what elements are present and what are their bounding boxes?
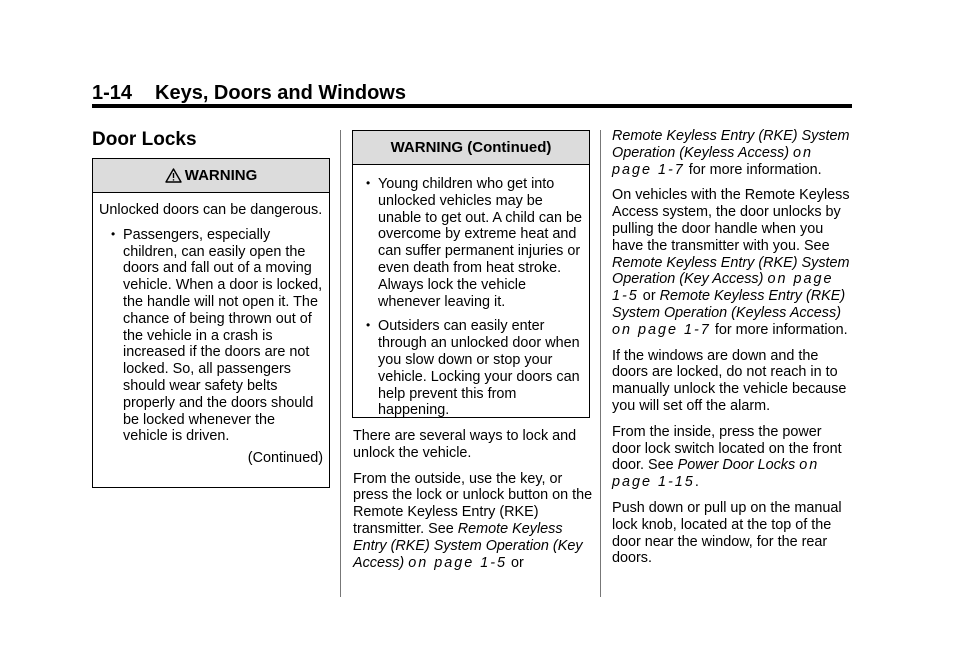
column-divider-2 [600, 130, 601, 597]
section-title: Door Locks [92, 129, 197, 150]
page-header [92, 82, 406, 105]
warning-continued-box [352, 130, 590, 418]
warning-bullet: • Passengers, especially children, can easily open the doors and fall out of a moving vehicle. When a door is locked, the handle will not open it. The chance of being thrown out of the vehicle in a crash is increased if the doors are not locked. So, all passengers should wear safety belts properly and the doors should be locked whenever the vehicle is driven. [111, 226, 323, 445]
page-reference[interactable]: on page 1-5 [408, 554, 508, 571]
column-divider-1 [340, 130, 341, 597]
paragraph: From the outside, use the key, or press the lock or unlock button on the Remote Keyless Entry (RKE) transmitter. See Remote Keyless Entry (RKE) System Operation (Key Access) on page 1-5 or [353, 470, 593, 571]
warning-box-header [93, 159, 329, 193]
warning-intro: Unlocked doors can be dangerous. [99, 202, 323, 218]
warning-continued-header: WARNING (Continued) [353, 131, 589, 165]
chapter-title: Keys, Doors and Windows [155, 82, 406, 104]
cross-reference-link[interactable]: Remote Keyless Entry (RKE) System Operation (Key Access) [353, 520, 583, 571]
page-reference[interactable]: on page 1-5 [612, 271, 834, 305]
cross-reference-link[interactable]: Remote Keyless Entry (RKE) System Operation (Keyless Access) [612, 288, 846, 321]
cross-reference-link[interactable]: Remote Keyless Entry (RKE) System Operation (Key Access) [612, 254, 850, 288]
cross-reference-link[interactable]: Power Door Locks [677, 457, 796, 474]
page-reference[interactable]: on page 1-15 [612, 457, 820, 491]
warning-title: WARNING [184, 167, 258, 184]
column-2-text [353, 428, 593, 580]
continued-label: (Continued) [247, 450, 323, 467]
paragraph: From the inside, press the power door lock switch located on the front door. See Power Door Locks on page 1-15. [612, 423, 842, 491]
page-reference[interactable]: on page 1-7 [612, 144, 814, 178]
warning-box [92, 158, 330, 488]
paragraph: Remote Keyless Entry (RKE) System Operation (Keyless Access) on page 1-7 for more information. [612, 128, 850, 178]
warning-bullet: • Outsiders can easily enter through an unlocked door when you slow down or stop your vehicle. Locking your doors can help prevent this from happening. [366, 318, 580, 419]
paragraph: There are several ways to lock and unlock the vehicle. [353, 428, 577, 461]
warning-triangle-icon [165, 162, 182, 195]
cross-reference-link[interactable]: Remote Keyless Entry (RKE) System Operation (Keyless Access) [612, 128, 850, 161]
paragraph: Push down or pull up on the manual lock knob, located at the top of the door near the window, for the rear doors. [612, 499, 842, 567]
column-3-text [612, 128, 854, 576]
warning-bullet: • Young children who get into unlocked vehicles may be unable to get out. A child can be overcome by extreme heat and can suffer permanent injuries or even death from heat stroke. Always lock the vehicle whenever leaving it. [366, 176, 583, 310]
paragraph: If the windows are down and the doors are locked, do not reach in to manually unlock the vehicle because you will set off the alarm. [612, 347, 847, 414]
page-reference[interactable]: on page 1-7 [612, 321, 711, 338]
header-rule [92, 104, 852, 108]
page-number: 1-14 [92, 82, 133, 104]
paragraph: On vehicles with the Remote Keyless Access system, the door unlocks by pulling the door handle when you have the transmitter with you. See Remote Keyless Entry (RKE) System Operation (Key Access) on page 1-5 or Remote Keyless Entry (RKE) System Operation (Keyless Access) on page 1-7 for more information. [612, 187, 850, 338]
